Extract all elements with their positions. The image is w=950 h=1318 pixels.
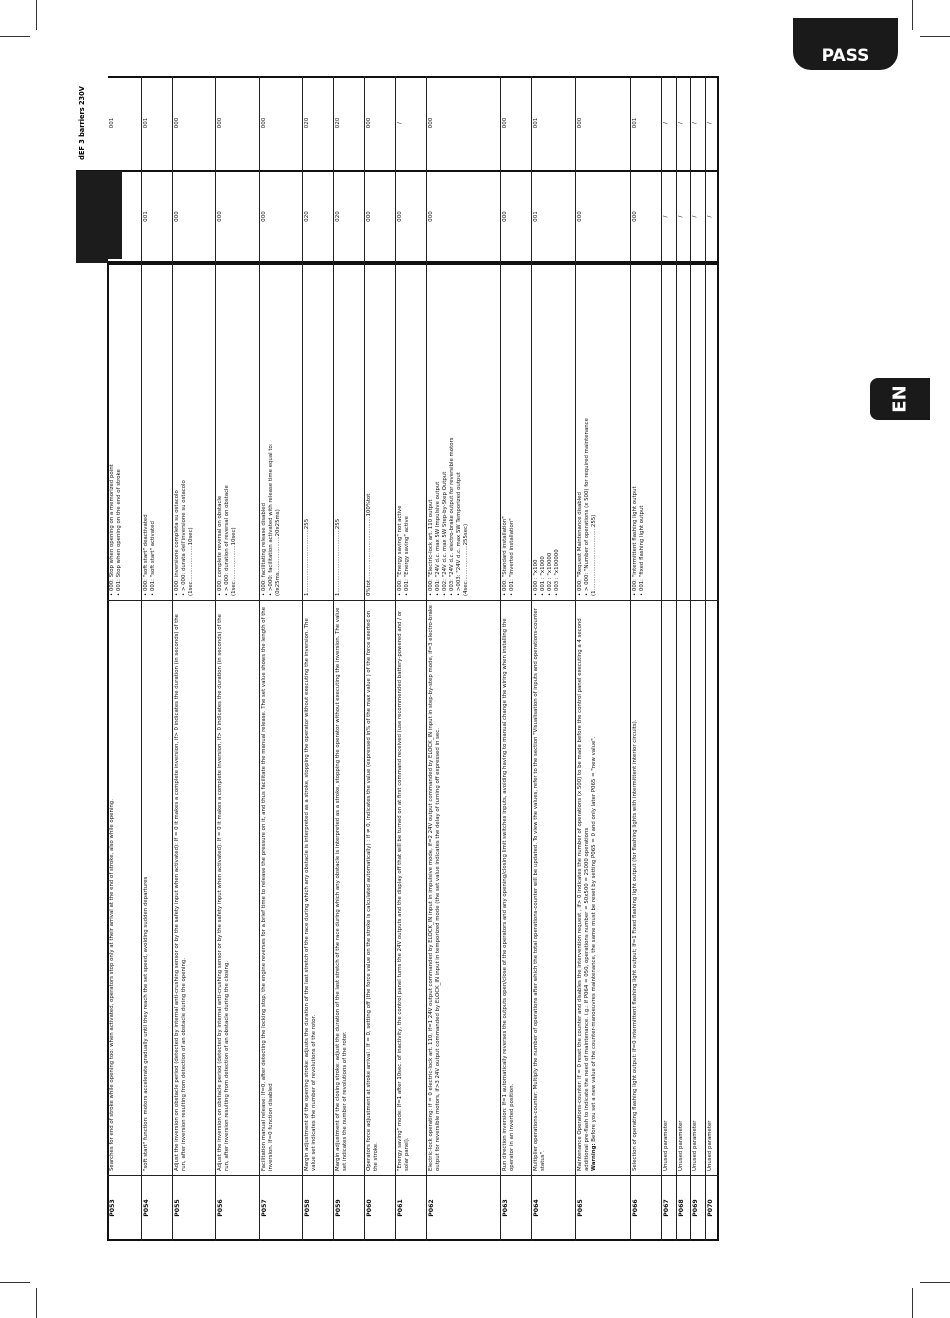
param-description: "Energy saving" mode: If=1 after 10sec. of inactivity, the control panel turns the 24V outputs and the display off that will be turned on at first command received (use recommended battery-powered and / or solar panel). (396, 610, 410, 1171)
option-line: • 001: Stop when opening on the end of stroke (115, 469, 122, 596)
option-line: • > 000: duration of reversal on obstacle (224, 485, 231, 596)
default-24v: 000 (576, 211, 583, 222)
option-line: 0%tot.....................................100%tot (365, 493, 372, 596)
param-code: P063 (502, 1199, 510, 1217)
param-description: Run direction inversion: If=1 automatically reverses the outputs open/close of the operators and any opening/closing limit switches inputs, avoiding having to manual change the wiring when installing the operator in an inverted position. (502, 618, 516, 1171)
default-230v: / (706, 122, 713, 124)
param-options (500, 263, 531, 600)
param-options (575, 263, 631, 600)
param-description: Selection of operating flashing light output: If=0 intermittent flashing light output; If=1 Fixed flashing light output (for flashing lights with intermittent interior circuits). (632, 719, 639, 1171)
col-header-def230: dEF 3 barriers 230V (76, 76, 108, 170)
option-line: • 000: inversione completa su ostacolo (174, 490, 181, 596)
default-230v: 000 (217, 117, 224, 129)
option-line: • 000: complete reversal on obstacle (217, 495, 224, 596)
default-230v: 000 (427, 117, 434, 129)
param-description: Margin adjustment of the opening stroke: adjusts the duration of the last stretch of the race during which any obstacle is interpreted as a stroke, stopping the operator without executing the inversion. The value set indicates the number of revolutions of the rotor. (304, 618, 317, 1171)
param-options (302, 263, 333, 600)
default-24v: 000 (427, 211, 434, 222)
param-code: P069 (692, 1199, 700, 1217)
option-line: • 000: Stop when opening on a memorized point (109, 464, 115, 596)
option-line: • >003: "24V d.c. max 5W Temporized output (455, 472, 462, 596)
param-code: P057 (260, 1199, 268, 1217)
param-description: Electric-lock operating: if = 0 electric-lock art. 110, if=1 24V output commanded by ELOCK_IN input in impulsive mode, if=2 24V output commanded by ELOCK_IN input in step-by-step mode, if=3 electro-brake output for reversible motors, if>3 24V output commanded by ELOCK_IN input in temporized mode (the set value indicates the delay of turning off expressed in sec. (427, 604, 441, 1171)
default-24v: 000 (174, 211, 181, 222)
default-24v: 000 (632, 211, 639, 222)
param-code: P066 (632, 1199, 640, 1217)
option-line: • 000: "Standard installation" (502, 516, 509, 596)
default-230v: 001 (109, 117, 115, 129)
param-description: Unused parameter (663, 1120, 670, 1171)
default-24v: 000 (502, 211, 509, 222)
param-code: P060 (365, 1199, 373, 1217)
option-line: • 000: "intermittent flashing light output (632, 486, 639, 596)
option-line: • 000 : "x100 (533, 559, 540, 596)
param-options (705, 263, 719, 600)
option-line: • 003 : "x100000 (553, 549, 560, 596)
default-230v: 001 (143, 117, 150, 129)
default-230v: 001 (632, 117, 639, 129)
default-24v: 020 (335, 211, 342, 222)
default-24v: 001 (143, 211, 150, 222)
param-code: P067 (663, 1199, 671, 1217)
option-line: • 000: facilitating release disabled (260, 502, 267, 596)
param-code: P061 (396, 1199, 404, 1217)
default-24v: / (692, 215, 699, 218)
param-code: P064 (533, 1199, 541, 1217)
param-description: Unused parameter (692, 1120, 699, 1171)
param-description: Adjust the inversion on obstacle period (detected by internal anti-crushing sensor or by the safety input when activated): If = 0 it makes a complete inversion, if> 0 indicates the duration (in seconds) of the run, after inversion resulting from detection of an obstacle during the opening. (174, 614, 187, 1171)
param-description: Multiplier operations-counter: Multiply the number of operations after which the total operations-counter will be updated. To view the values, refer to the section "Visualisation of inputs and operations-counter status". (533, 608, 547, 1171)
default-230v: 000 (576, 117, 583, 129)
default-230v: 000 (260, 117, 267, 129)
param-options (531, 263, 574, 600)
option-line: (1sec.....................10sec) (187, 527, 194, 596)
default-230v: 000 (365, 117, 372, 129)
default-24v: 001 (533, 211, 540, 222)
param-options (364, 263, 395, 600)
option-line: (1.....................................255) (590, 514, 597, 596)
param-options (141, 263, 172, 600)
option-line: 1.....................................255 (335, 518, 342, 596)
header-def-24v (76, 171, 122, 259)
section-tab: PASS (793, 18, 898, 70)
param-options (107, 263, 141, 600)
param-description: Unused parameter (706, 1120, 713, 1171)
param-description: Adjust the inversion on obstacle period (detected by internal anti-crushing sensor or by the safety input when activated): If = 0 it makes a complete inversion, if> 0 indicates the duration (in seconds) of the run, after inversion resulting from detection of an obstacle during the closing. (217, 614, 231, 1171)
param-code: P055 (174, 1199, 182, 1217)
default-230v: / (692, 122, 699, 124)
option-line: • 001: "Energy saving" active (403, 516, 410, 596)
param-code: P054 (143, 1199, 151, 1217)
param-options (333, 263, 364, 600)
option-line: • 000: "soft start" deactivated (143, 514, 150, 596)
default-230v: 020 (335, 117, 342, 129)
param-description: "soft start" function: motors accelerate gradually until they reach the set speed, avoiding sudden departures (143, 876, 150, 1171)
default-24v: 000 (217, 211, 224, 222)
param-code: P070 (706, 1199, 714, 1217)
option-line: • 001: "soft start" activated (149, 521, 156, 596)
param-code: P058 (304, 1199, 312, 1217)
param-options (426, 263, 500, 600)
param-code: P056 (217, 1199, 225, 1217)
option-line: • 000: "Electric-lock art. 110 output (427, 499, 434, 596)
param-options (690, 263, 704, 600)
default-24v: / (706, 215, 713, 218)
param-description: Searches for end of stroke while opening too: when activated, operators stop only at their arrival at the end of stroke, also while opening. (109, 799, 115, 1171)
default-230v: 000 (502, 117, 509, 129)
option-line: • 001: "fixed flashing light output (639, 505, 646, 596)
option-line: (4sec.....................255sec) (462, 523, 469, 596)
default-230v: / (677, 122, 684, 124)
default-230v: 000 (174, 117, 181, 129)
default-24v: 000 (396, 211, 403, 222)
option-line: • 002: "24V d.c. max 5W Step-by-Step Output (441, 471, 448, 596)
param-options (259, 263, 302, 600)
default-24v: / (677, 215, 684, 218)
option-line: • 000: "Energy saving" not active (396, 505, 403, 596)
option-line: • 001: "24V d.c. max 5W Impulsive output (434, 481, 441, 596)
param-code: P068 (677, 1199, 685, 1217)
param-code: P062 (427, 1199, 435, 1217)
option-line: • > 000: "Number of operations (x 500) for required maintenance (583, 418, 590, 596)
param-options (172, 263, 215, 600)
option-line: • 000: "Request Maintenance disabled (576, 492, 583, 596)
option-line: 1.....................................255 (304, 518, 311, 596)
default-24v: / (663, 215, 670, 218)
option-line: • 001: "Inverted installation" (509, 518, 516, 596)
option-line: (1sec.....................10sec) (231, 527, 238, 596)
default-24v: 000 (365, 211, 372, 222)
default-230v: 020 (304, 117, 311, 129)
param-description: Margin adjustment of the closing stroke: adjust the duration of the last stretch of the race during which any obstacle is interpreted as a stroke, stopping the operator without executing the inversion. The value set indicates the number of revolutions of the rotor. (335, 607, 348, 1171)
language-tab: EN (870, 378, 930, 420)
option-line: • >000: facilitation activated with release time equal to: (267, 443, 274, 596)
param-description: Unused parameter (677, 1120, 684, 1171)
default-24v: 000 (260, 211, 267, 222)
param-options (215, 263, 258, 600)
param-code: P059 (335, 1199, 343, 1217)
option-line: • 001 : "x1000 (540, 556, 547, 596)
warning-label: Warning: (590, 1143, 597, 1171)
default-230v: / (663, 122, 670, 124)
param-options (676, 263, 690, 600)
param-description: Maintenance Operations-counter: if = 0 reset the counter and disables the intervention request , if> 0 indicates the number of operations (x 500) to be made before the control panel executing a 4 second additional pre-flash to indicate the need of maintenance. i.g.: If P064 = 050, operations number = 50x500 = 25000 operations Warning: Before you set a new value of the counter-manoeuvres maintenance, the same must be reset by setting P065 = 0 and only later P065 = "new value". (576, 618, 597, 1171)
param-options (661, 263, 675, 600)
default-24v: 020 (304, 211, 311, 222)
option-line: (0x25ms.....................20x25ms) (274, 509, 281, 596)
param-description: Facilitation manual release: If=0, after detecting the locking stop, the engine reverses for a brief time to release the pressure on it, and thus facilitate the manual release. The set value shows the length of the inversion. If=0 function disabled (260, 606, 274, 1171)
param-code: P065 (576, 1199, 584, 1217)
option-line: • > 000: durata dell'inversione su ostacolo (180, 480, 187, 596)
param-code: P053 (109, 1199, 116, 1217)
param-description: Operators force adjustment at stroke arrival : If = 0, setting off (the force value on the stroke is calculated automatically) : if ≠ 0, indicates the value (expressed in% of the max value ) of the force exerted on the stroke. (365, 610, 379, 1171)
param-options (395, 263, 426, 600)
option-line: • 002 : "x10000 (546, 552, 553, 596)
option-line: • 003: "24V d.c. electro-brake output for reversible motors (448, 437, 455, 596)
param-options (630, 263, 661, 600)
warning-text: Before you set a new value of the counter-manoeuvres maintenance, the same must be reset by setting P065 = 0 and only later P065 = "new value". (590, 736, 597, 1144)
default-230v: 001 (533, 117, 540, 129)
default-230v: / (396, 122, 403, 124)
